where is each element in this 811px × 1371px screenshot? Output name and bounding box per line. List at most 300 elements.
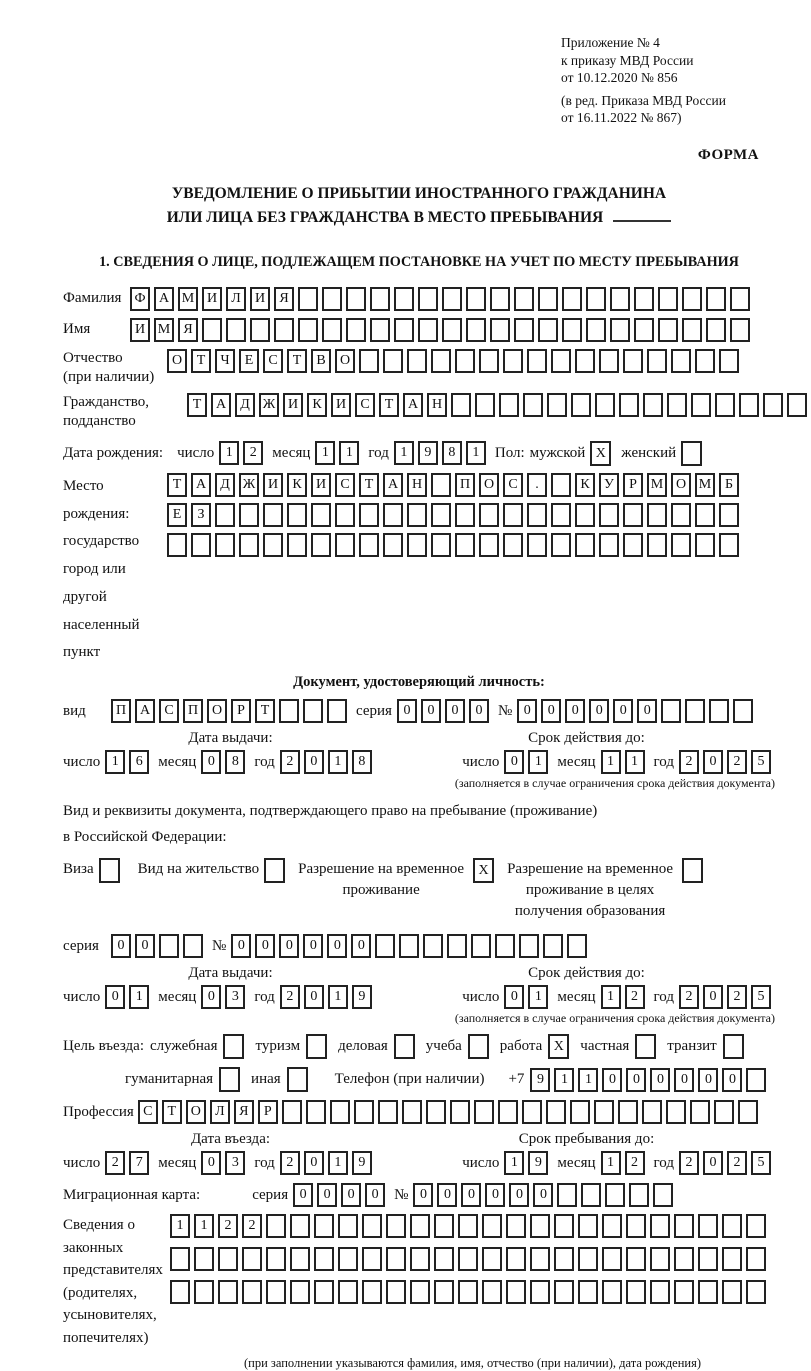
char-cell[interactable]	[370, 318, 390, 342]
char-cell[interactable]	[719, 533, 739, 557]
char-cell[interactable]: 1	[528, 985, 548, 1009]
char-cell[interactable]	[530, 1214, 550, 1238]
char-cell[interactable]: М	[647, 473, 667, 497]
char-cell[interactable]	[407, 349, 427, 373]
char-cell[interactable]	[458, 1214, 478, 1238]
char-cell[interactable]: 0	[351, 934, 371, 958]
char-cell[interactable]	[418, 287, 438, 311]
char-cell[interactable]	[527, 349, 547, 373]
char-cell[interactable]	[730, 287, 750, 311]
char-cell[interactable]	[578, 1247, 598, 1271]
char-cell[interactable]	[719, 503, 739, 527]
char-cell[interactable]	[447, 934, 467, 958]
char-cell[interactable]	[647, 503, 667, 527]
char-cell[interactable]: 1	[219, 441, 239, 465]
char-cell[interactable]: 1	[578, 1068, 598, 1092]
char-cell[interactable]: 6	[129, 750, 149, 774]
char-cell[interactable]	[506, 1247, 526, 1271]
char-cell[interactable]: Т	[255, 699, 275, 723]
char-cell[interactable]: И	[263, 473, 283, 497]
char-cell[interactable]: 1	[601, 1151, 621, 1175]
char-cell[interactable]: 1	[194, 1214, 214, 1238]
char-cell[interactable]: 9	[352, 985, 372, 1009]
char-cell[interactable]	[479, 503, 499, 527]
char-cell[interactable]	[722, 1280, 742, 1304]
char-cell[interactable]: С	[355, 393, 375, 417]
char-cell[interactable]: 5	[751, 750, 771, 774]
sex-female-checkbox[interactable]	[681, 441, 702, 466]
char-cell[interactable]: И	[283, 393, 303, 417]
char-cell[interactable]	[643, 393, 663, 417]
char-cell[interactable]: Д	[235, 393, 255, 417]
char-cell[interactable]	[514, 287, 534, 311]
char-cell[interactable]: М	[178, 287, 198, 311]
char-cell[interactable]	[394, 318, 414, 342]
char-cell[interactable]	[562, 318, 582, 342]
char-cell[interactable]: 1	[394, 441, 414, 465]
char-cell[interactable]: 1	[601, 985, 621, 1009]
char-cell[interactable]: 0	[650, 1068, 670, 1092]
sex-male-checkbox[interactable]: X	[590, 441, 611, 466]
char-cell[interactable]: 0	[565, 699, 585, 723]
char-cell[interactable]: 0	[589, 699, 609, 723]
char-cell[interactable]	[523, 393, 543, 417]
char-cell[interactable]	[215, 533, 235, 557]
char-cell[interactable]	[602, 1214, 622, 1238]
char-cell[interactable]: 8	[352, 750, 372, 774]
char-cell[interactable]	[527, 503, 547, 527]
char-cell[interactable]: 3	[225, 1151, 245, 1175]
char-cell[interactable]	[327, 699, 347, 723]
char-cell[interactable]	[362, 1247, 382, 1271]
char-cell[interactable]	[442, 287, 462, 311]
char-cell[interactable]	[538, 287, 558, 311]
char-cell[interactable]	[674, 1280, 694, 1304]
char-cell[interactable]	[623, 533, 643, 557]
char-cell[interactable]	[658, 318, 678, 342]
char-cell[interactable]	[698, 1214, 718, 1238]
char-cell[interactable]	[551, 473, 571, 497]
char-cell[interactable]: С	[159, 699, 179, 723]
char-cell[interactable]: 0	[504, 985, 524, 1009]
char-cell[interactable]: С	[138, 1100, 158, 1124]
char-cell[interactable]: 0	[105, 985, 125, 1009]
char-cell[interactable]: 2	[242, 1214, 262, 1238]
char-cell[interactable]	[571, 393, 591, 417]
char-cell[interactable]	[578, 1280, 598, 1304]
char-cell[interactable]	[490, 287, 510, 311]
char-cell[interactable]	[570, 1100, 590, 1124]
char-cell[interactable]: 0	[304, 985, 324, 1009]
char-cell[interactable]	[287, 533, 307, 557]
char-cell[interactable]: 3	[225, 985, 245, 1009]
char-cell[interactable]: 0	[517, 699, 537, 723]
char-cell[interactable]: А	[191, 473, 211, 497]
char-cell[interactable]: 0	[703, 985, 723, 1009]
char-cell[interactable]	[730, 318, 750, 342]
char-cell[interactable]	[719, 349, 739, 373]
char-cell[interactable]	[714, 1100, 734, 1124]
char-cell[interactable]	[653, 1183, 673, 1207]
char-cell[interactable]: П	[183, 699, 203, 723]
char-cell[interactable]: 2	[243, 441, 263, 465]
char-cell[interactable]	[359, 349, 379, 373]
char-cell[interactable]	[739, 393, 759, 417]
char-cell[interactable]	[634, 287, 654, 311]
char-cell[interactable]	[599, 503, 619, 527]
char-cell[interactable]	[763, 393, 783, 417]
char-cell[interactable]	[407, 503, 427, 527]
char-cell[interactable]: 0	[293, 1183, 313, 1207]
char-cell[interactable]	[706, 318, 726, 342]
purpose-business-checkbox[interactable]	[394, 1034, 415, 1059]
char-cell[interactable]	[733, 699, 753, 723]
char-cell[interactable]: Е	[167, 503, 187, 527]
char-cell[interactable]	[482, 1280, 502, 1304]
char-cell[interactable]: 0	[469, 699, 489, 723]
char-cell[interactable]	[575, 349, 595, 373]
char-cell[interactable]: С	[263, 349, 283, 373]
char-cell[interactable]	[266, 1280, 286, 1304]
char-cell[interactable]: 0	[509, 1183, 529, 1207]
char-cell[interactable]	[658, 287, 678, 311]
char-cell[interactable]	[495, 934, 515, 958]
char-cell[interactable]	[410, 1247, 430, 1271]
char-cell[interactable]: М	[695, 473, 715, 497]
char-cell[interactable]	[599, 349, 619, 373]
char-cell[interactable]: 0	[341, 1183, 361, 1207]
char-cell[interactable]	[362, 1280, 382, 1304]
char-cell[interactable]	[527, 533, 547, 557]
char-cell[interactable]	[746, 1068, 766, 1092]
char-cell[interactable]: П	[455, 473, 475, 497]
char-cell[interactable]	[338, 1214, 358, 1238]
char-cell[interactable]	[375, 934, 395, 958]
char-cell[interactable]	[202, 318, 222, 342]
char-cell[interactable]: 9	[352, 1151, 372, 1175]
char-cell[interactable]: 9	[418, 441, 438, 465]
char-cell[interactable]: З	[191, 503, 211, 527]
char-cell[interactable]: 7	[129, 1151, 149, 1175]
char-cell[interactable]: 8	[225, 750, 245, 774]
char-cell[interactable]	[503, 533, 523, 557]
char-cell[interactable]	[266, 1214, 286, 1238]
char-cell[interactable]: 0	[397, 699, 417, 723]
char-cell[interactable]: Д	[215, 473, 235, 497]
char-cell[interactable]	[618, 1100, 638, 1124]
char-cell[interactable]: 0	[303, 934, 323, 958]
char-cell[interactable]	[311, 503, 331, 527]
char-cell[interactable]	[282, 1100, 302, 1124]
char-cell[interactable]	[674, 1214, 694, 1238]
char-cell[interactable]: М	[154, 318, 174, 342]
char-cell[interactable]	[298, 287, 318, 311]
char-cell[interactable]: 0	[231, 934, 251, 958]
char-cell[interactable]	[167, 533, 187, 557]
char-cell[interactable]	[298, 318, 318, 342]
char-cell[interactable]	[239, 503, 259, 527]
char-cell[interactable]: 0	[461, 1183, 481, 1207]
char-cell[interactable]: 8	[442, 441, 462, 465]
char-cell[interactable]	[586, 287, 606, 311]
char-cell[interactable]: 5	[751, 1151, 771, 1175]
char-cell[interactable]: Т	[187, 393, 207, 417]
char-cell[interactable]: 0	[722, 1068, 742, 1092]
char-cell[interactable]	[586, 318, 606, 342]
char-cell[interactable]: И	[202, 287, 222, 311]
char-cell[interactable]: 0	[674, 1068, 694, 1092]
char-cell[interactable]: 2	[280, 985, 300, 1009]
char-cell[interactable]	[386, 1247, 406, 1271]
char-cell[interactable]: И	[250, 287, 270, 311]
char-cell[interactable]	[623, 349, 643, 373]
char-cell[interactable]	[434, 1214, 454, 1238]
char-cell[interactable]: 2	[679, 1151, 699, 1175]
char-cell[interactable]: 1	[170, 1214, 190, 1238]
char-cell[interactable]: Т	[191, 349, 211, 373]
char-cell[interactable]	[562, 287, 582, 311]
char-cell[interactable]: И	[331, 393, 351, 417]
char-cell[interactable]	[575, 533, 595, 557]
char-cell[interactable]	[499, 393, 519, 417]
char-cell[interactable]: Л	[226, 287, 246, 311]
char-cell[interactable]: 1	[339, 441, 359, 465]
char-cell[interactable]: 0	[304, 750, 324, 774]
char-cell[interactable]: 0	[327, 934, 347, 958]
char-cell[interactable]	[551, 349, 571, 373]
char-cell[interactable]: 1	[554, 1068, 574, 1092]
char-cell[interactable]: С	[503, 473, 523, 497]
char-cell[interactable]	[722, 1214, 742, 1238]
char-cell[interactable]	[519, 934, 539, 958]
char-cell[interactable]: 0	[201, 985, 221, 1009]
char-cell[interactable]: Т	[379, 393, 399, 417]
temp-residence-edu-checkbox[interactable]	[682, 858, 703, 883]
char-cell[interactable]: О	[207, 699, 227, 723]
char-cell[interactable]: 1	[129, 985, 149, 1009]
char-cell[interactable]: Р	[231, 699, 251, 723]
char-cell[interactable]	[335, 533, 355, 557]
char-cell[interactable]	[746, 1214, 766, 1238]
char-cell[interactable]	[746, 1280, 766, 1304]
char-cell[interactable]	[194, 1280, 214, 1304]
char-cell[interactable]	[303, 699, 323, 723]
char-cell[interactable]	[567, 934, 587, 958]
char-cell[interactable]	[242, 1280, 262, 1304]
char-cell[interactable]	[431, 473, 451, 497]
char-cell[interactable]: И	[311, 473, 331, 497]
char-cell[interactable]	[661, 699, 681, 723]
char-cell[interactable]	[594, 1100, 614, 1124]
purpose-humanitarian-checkbox[interactable]	[219, 1067, 240, 1092]
char-cell[interactable]	[359, 533, 379, 557]
char-cell[interactable]	[498, 1100, 518, 1124]
char-cell[interactable]: 0	[613, 699, 633, 723]
char-cell[interactable]: Е	[239, 349, 259, 373]
char-cell[interactable]	[290, 1280, 310, 1304]
char-cell[interactable]: 1	[328, 750, 348, 774]
char-cell[interactable]	[479, 349, 499, 373]
char-cell[interactable]: 0	[255, 934, 275, 958]
char-cell[interactable]: 0	[698, 1068, 718, 1092]
char-cell[interactable]	[426, 1100, 446, 1124]
char-cell[interactable]	[647, 533, 667, 557]
char-cell[interactable]	[290, 1214, 310, 1238]
char-cell[interactable]	[475, 393, 495, 417]
char-cell[interactable]: А	[135, 699, 155, 723]
char-cell[interactable]: 0	[703, 1151, 723, 1175]
char-cell[interactable]	[554, 1214, 574, 1238]
char-cell[interactable]	[674, 1247, 694, 1271]
char-cell[interactable]	[386, 1280, 406, 1304]
char-cell[interactable]	[605, 1183, 625, 1207]
char-cell[interactable]: Т	[162, 1100, 182, 1124]
char-cell[interactable]: 9	[530, 1068, 550, 1092]
char-cell[interactable]: 2	[727, 985, 747, 1009]
char-cell[interactable]	[619, 393, 639, 417]
char-cell[interactable]	[479, 533, 499, 557]
char-cell[interactable]	[346, 287, 366, 311]
char-cell[interactable]: 0	[533, 1183, 553, 1207]
char-cell[interactable]	[522, 1100, 542, 1124]
char-cell[interactable]	[170, 1280, 190, 1304]
char-cell[interactable]	[634, 318, 654, 342]
char-cell[interactable]: Р	[258, 1100, 278, 1124]
purpose-transit-checkbox[interactable]	[723, 1034, 744, 1059]
char-cell[interactable]	[695, 533, 715, 557]
char-cell[interactable]: А	[403, 393, 423, 417]
char-cell[interactable]	[279, 699, 299, 723]
char-cell[interactable]	[551, 503, 571, 527]
char-cell[interactable]: И	[130, 318, 150, 342]
char-cell[interactable]: О	[479, 473, 499, 497]
char-cell[interactable]	[695, 503, 715, 527]
char-cell[interactable]	[647, 349, 667, 373]
char-cell[interactable]	[666, 1100, 686, 1124]
char-cell[interactable]	[626, 1247, 646, 1271]
char-cell[interactable]	[383, 349, 403, 373]
char-cell[interactable]	[314, 1280, 334, 1304]
char-cell[interactable]	[514, 318, 534, 342]
char-cell[interactable]	[722, 1247, 742, 1271]
char-cell[interactable]	[183, 934, 203, 958]
char-cell[interactable]: Т	[287, 349, 307, 373]
char-cell[interactable]	[410, 1280, 430, 1304]
char-cell[interactable]	[218, 1247, 238, 1271]
char-cell[interactable]	[335, 503, 355, 527]
char-cell[interactable]: Л	[210, 1100, 230, 1124]
char-cell[interactable]	[554, 1247, 574, 1271]
char-cell[interactable]: Т	[167, 473, 187, 497]
char-cell[interactable]: Ф	[130, 287, 150, 311]
char-cell[interactable]: Я	[234, 1100, 254, 1124]
char-cell[interactable]	[314, 1247, 334, 1271]
char-cell[interactable]: 0	[485, 1183, 505, 1207]
char-cell[interactable]: 0	[201, 750, 221, 774]
char-cell[interactable]: О	[335, 349, 355, 373]
char-cell[interactable]	[274, 318, 294, 342]
char-cell[interactable]: О	[186, 1100, 206, 1124]
char-cell[interactable]	[370, 287, 390, 311]
char-cell[interactable]: Р	[623, 473, 643, 497]
char-cell[interactable]	[242, 1247, 262, 1271]
char-cell[interactable]: 0	[317, 1183, 337, 1207]
char-cell[interactable]: О	[671, 473, 691, 497]
char-cell[interactable]: 0	[135, 934, 155, 958]
char-cell[interactable]: 2	[679, 985, 699, 1009]
char-cell[interactable]	[383, 503, 403, 527]
char-cell[interactable]	[263, 533, 283, 557]
char-cell[interactable]: 2	[679, 750, 699, 774]
char-cell[interactable]	[215, 503, 235, 527]
char-cell[interactable]: К	[287, 473, 307, 497]
char-cell[interactable]: 0	[421, 699, 441, 723]
char-cell[interactable]: 0	[304, 1151, 324, 1175]
char-cell[interactable]	[706, 287, 726, 311]
char-cell[interactable]: Б	[719, 473, 739, 497]
char-cell[interactable]	[650, 1280, 670, 1304]
temp-residence-checkbox[interactable]: X	[473, 858, 494, 883]
char-cell[interactable]	[671, 503, 691, 527]
char-cell[interactable]	[226, 318, 246, 342]
char-cell[interactable]	[698, 1247, 718, 1271]
char-cell[interactable]	[746, 1247, 766, 1271]
char-cell[interactable]	[431, 533, 451, 557]
char-cell[interactable]	[386, 1214, 406, 1238]
char-cell[interactable]: 0	[504, 750, 524, 774]
char-cell[interactable]	[338, 1247, 358, 1271]
char-cell[interactable]	[159, 934, 179, 958]
char-cell[interactable]: Ж	[239, 473, 259, 497]
char-cell[interactable]: А	[154, 287, 174, 311]
char-cell[interactable]	[322, 318, 342, 342]
char-cell[interactable]: П	[111, 699, 131, 723]
char-cell[interactable]	[650, 1214, 670, 1238]
char-cell[interactable]	[466, 318, 486, 342]
char-cell[interactable]: Н	[407, 473, 427, 497]
purpose-official-checkbox[interactable]	[223, 1034, 244, 1059]
char-cell[interactable]: 5	[751, 985, 771, 1009]
char-cell[interactable]: 2	[625, 1151, 645, 1175]
char-cell[interactable]	[715, 393, 735, 417]
char-cell[interactable]: 0	[111, 934, 131, 958]
char-cell[interactable]: 0	[637, 699, 657, 723]
char-cell[interactable]: 2	[105, 1151, 125, 1175]
char-cell[interactable]	[346, 318, 366, 342]
char-cell[interactable]	[610, 318, 630, 342]
char-cell[interactable]	[338, 1280, 358, 1304]
char-cell[interactable]	[503, 503, 523, 527]
char-cell[interactable]	[431, 503, 451, 527]
char-cell[interactable]	[474, 1100, 494, 1124]
char-cell[interactable]: 2	[218, 1214, 238, 1238]
char-cell[interactable]	[503, 349, 523, 373]
char-cell[interactable]	[546, 1100, 566, 1124]
char-cell[interactable]	[538, 318, 558, 342]
char-cell[interactable]: А	[383, 473, 403, 497]
char-cell[interactable]: 1	[328, 1151, 348, 1175]
char-cell[interactable]	[685, 699, 705, 723]
char-cell[interactable]: 0	[413, 1183, 433, 1207]
char-cell[interactable]	[362, 1214, 382, 1238]
char-cell[interactable]: У	[599, 473, 619, 497]
char-cell[interactable]	[682, 318, 702, 342]
purpose-tourism-checkbox[interactable]	[306, 1034, 327, 1059]
char-cell[interactable]: К	[307, 393, 327, 417]
char-cell[interactable]: 0	[445, 699, 465, 723]
char-cell[interactable]: 1	[328, 985, 348, 1009]
char-cell[interactable]	[667, 393, 687, 417]
